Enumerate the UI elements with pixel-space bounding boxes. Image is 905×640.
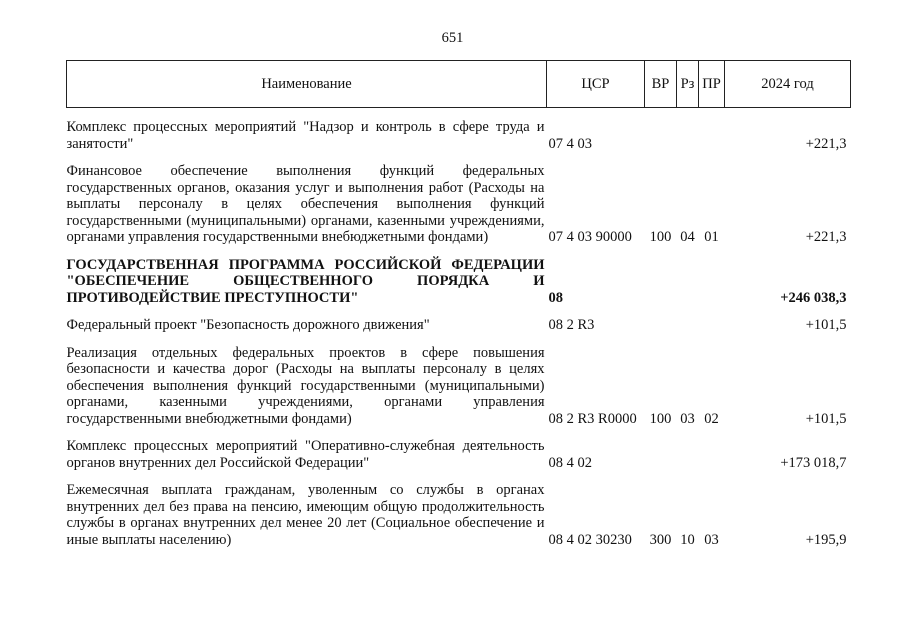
row-amount: +221,3 [805, 229, 847, 245]
row-name: Комплекс процессных мероприятий "Оперативно-служебная деятельность органов внутренних дел Российской Федерации" [66, 438, 545, 471]
row-pr: 01 [704, 229, 719, 245]
table-row [67, 427, 851, 471]
row-pr [699, 246, 725, 307]
header-year: 2024 год [725, 61, 851, 108]
row-rz [677, 108, 699, 153]
header-rz: Рз [677, 61, 699, 108]
row-amount: +101,5 [805, 317, 847, 333]
row-vr [645, 427, 677, 471]
row-name: Комплекс процессных мероприятий "Надзор и контроль в сфере труда и занятости" [66, 119, 545, 152]
row-vr: 300 [649, 531, 672, 548]
table-row [67, 108, 851, 153]
row-csr: 08 2 R3 [548, 317, 595, 333]
row-pr [699, 108, 725, 153]
header-csr: ЦСР [547, 61, 645, 108]
row-pr [699, 306, 725, 334]
table-row [67, 152, 851, 246]
row-amount: +221,3 [805, 135, 847, 152]
budget-table [66, 60, 851, 548]
row-csr: 08 2 R3 R0000 [548, 410, 637, 427]
row-csr: 08 4 02 30230 [548, 531, 632, 548]
row-name: ГОСУДАРСТВЕННАЯ ПРОГРАММА РОССИЙСКОЙ ФЕДЕРАЦИИ "ОБЕСПЕЧЕНИЕ ОБЩЕСТВЕННОГО ПОРЯДКА И ПРОТИВОДЕЙСТВИЕ ПРЕСТУПНОСТИ" [66, 256, 545, 306]
row-csr: 08 4 02 [548, 454, 592, 471]
page-number: 651 [441, 30, 464, 46]
row-vr [645, 108, 677, 153]
row-name: Федеральный проект "Безопасность дорожного движения" [66, 317, 430, 333]
table-row [67, 334, 851, 428]
row-rz: 03 [680, 410, 695, 427]
row-rz: 04 [680, 229, 695, 245]
row-rz [677, 306, 699, 334]
row-amount: +195,9 [805, 531, 847, 548]
header-pr: ПР [699, 61, 725, 108]
row-name: Ежемесячная выплата гражданам, уволенным со службы в органах внутренних дел без права на пенсию, имеющим общую продолжительность службы в органах внутренних дел менее 20 лет (Социальное обеспечение и иные выплаты населению) [66, 482, 545, 548]
header-vr: ВР [645, 61, 677, 108]
table-row [67, 306, 851, 334]
row-amount: +173 018,7 [780, 454, 847, 471]
row-vr: 100 [649, 410, 672, 427]
row-csr: 07 4 03 90000 [548, 229, 632, 245]
table-row [67, 471, 851, 548]
row-amount: +246 038,3 [780, 289, 847, 306]
table-row [67, 246, 851, 307]
row-vr [645, 246, 677, 307]
row-rz: 10 [680, 531, 695, 548]
row-rz [677, 246, 699, 307]
row-name: Финансовое обеспечение выполнения функций федеральных государственных органов, оказания услуг и выполнения работ (Расходы на выплаты персоналу в целях обеспечения выполнения функций государственными (муниципальными) органами, казенными учреждениями, органами управления государственными внебюджетными фондами) [66, 163, 545, 245]
row-csr: 08 [548, 289, 563, 306]
row-amount: +101,5 [805, 410, 847, 427]
row-name: Реализация отдельных федеральных проектов в сфере повышения безопасности и качества дорог (Расходы на выплаты персоналу в целях обеспечения выполнения функций государственными (муниципальными) органами, казенными учреждениями, органами управления государственными внебюджетными фондами) [66, 344, 545, 427]
header-name: Наименование [67, 61, 547, 108]
row-pr [699, 427, 725, 471]
row-rz [677, 427, 699, 471]
row-vr: 100 [649, 229, 672, 245]
row-csr: 07 4 03 [548, 135, 592, 152]
row-pr: 03 [704, 531, 719, 548]
row-pr: 02 [704, 410, 719, 427]
table-header [67, 61, 851, 108]
row-vr [645, 306, 677, 334]
